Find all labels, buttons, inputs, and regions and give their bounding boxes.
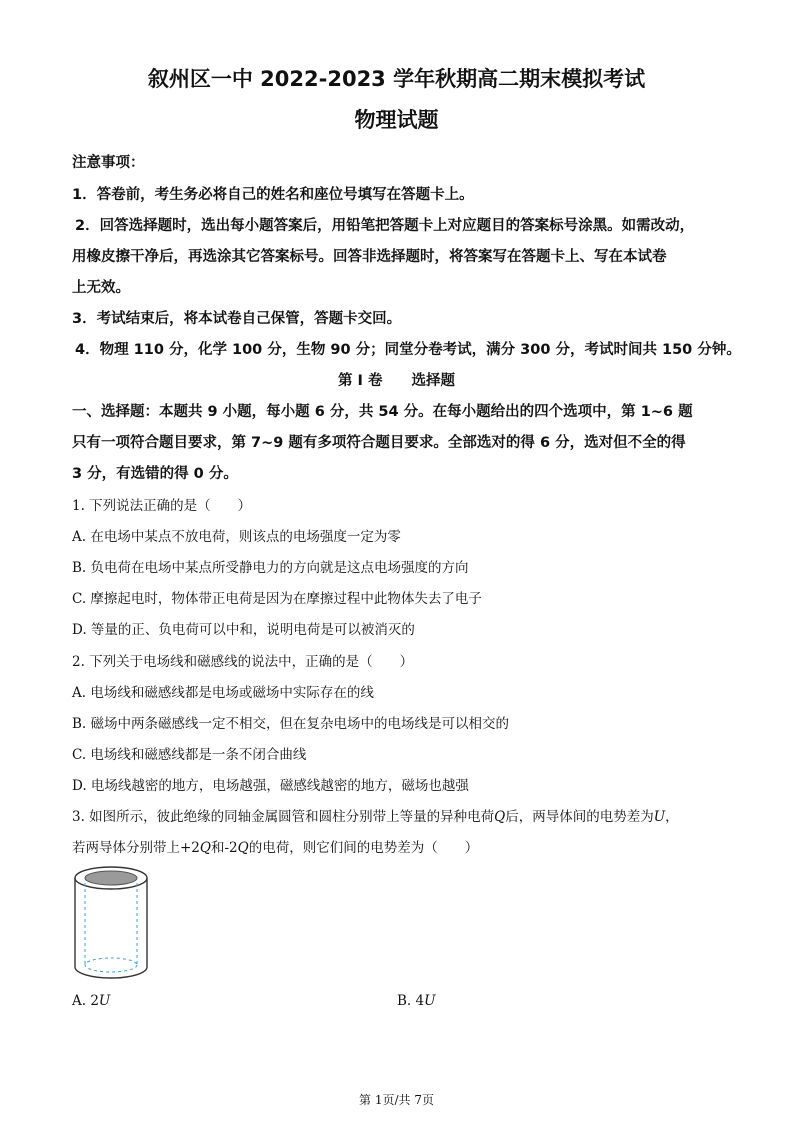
page-number: 第 1页/共 7页	[359, 1093, 434, 1107]
notice-heading: 注意事项：	[72, 155, 145, 171]
question-1-option-b: B. 负电荷在电场中某点所受静电力的方向就是这点电场强度的方向	[72, 560, 469, 576]
question-1-option-d: D. 等量的正、负电荷可以中和，说明电荷是可以被消灭的	[72, 622, 415, 638]
question-3-stem-line2: 若两导体分别带上+2Q和-2Q的电荷，则它们间的电势差为（ ）	[72, 840, 479, 856]
notice-item: 1．答卷前，考生务必将自己的姓名和座位号填写在答题卡上。	[72, 187, 474, 203]
exam-title: 叙州区一中 2022-2023 学年秋期高二期末模拟考试	[147, 67, 646, 91]
notice-item: 3．考试结束后，将本试卷自己保管，答题卡交回。	[72, 311, 402, 327]
section-instructions: 一、选择题：本题共 9 小题，每小题 6 分，共 54 分。在每小题给出的四个选项中，第 1~6 题	[72, 404, 693, 420]
question-2-option-c: C. 电场线和磁感线都是一条不闭合曲线	[72, 747, 307, 763]
question-1-option-c: C. 摩擦起电时，物体带正电荷是因为在摩擦过程中此物体失去了电子	[72, 591, 482, 607]
question-3-option-b: B. 4U	[397, 993, 436, 1009]
notice-item: 4．物理 110 分，化学 100 分，生物 90 分；同堂分卷考试，满分 300 分，考试时间共 150 分钟。	[75, 342, 741, 358]
section-instructions: 只有一项符合题目要求，第 7~9 题有多项符合题目要求。全部选对的得 6 分，选对但不全的得	[72, 435, 686, 451]
inner-cylinder-top	[85, 871, 137, 885]
exam-subtitle: 物理试题	[354, 108, 439, 132]
coaxial-cylinder-figure	[70, 864, 154, 984]
question-2-option-d: D. 电场线越密的地方，电场越强，磁感线越密的地方，磁场也越强	[72, 778, 469, 794]
outer-tube-bottom-rim	[75, 967, 147, 978]
notice-item: 上无效。	[72, 280, 130, 296]
inner-cylinder-bottom	[85, 958, 137, 972]
question-1-option-a: A. 在电场中某点不放电荷，则该点的电场强度一定为零	[72, 529, 401, 545]
question-2-stem: 2. 下列关于电场线和磁感线的说法中，正确的是（ ）	[72, 654, 414, 670]
notice-item: 用橡皮擦干净后，再选涂其它答案标号。回答非选择题时，将答案写在答题卡上、写在本试卷	[72, 249, 667, 265]
notice-item: 2．回答选择题时，选出每小题答案后，用铅笔把答题卡上对应题目的答案标号涂黑。如需改动，	[75, 218, 695, 234]
question-3-stem-line1: 3. 如图所示，彼此绝缘的同轴金属圆管和圆柱分别带上等量的异种电荷Q后，两导体间的电势差为U，	[72, 809, 679, 825]
question-3-option-a: A. 2U	[72, 993, 111, 1009]
question-2-option-b: B. 磁场中两条磁感线一定不相交，但在复杂电场中的电场线是可以相交的	[72, 716, 510, 732]
question-1-stem: 1. 下列说法正确的是（ ）	[72, 498, 252, 514]
question-2-option-a: A. 电场线和磁感线都是电场或磁场中实际存在的线	[72, 685, 374, 701]
section-instructions: 3 分，有选错的得 0 分。	[72, 466, 238, 482]
section-title: 第 I 卷 选择题	[338, 373, 455, 389]
